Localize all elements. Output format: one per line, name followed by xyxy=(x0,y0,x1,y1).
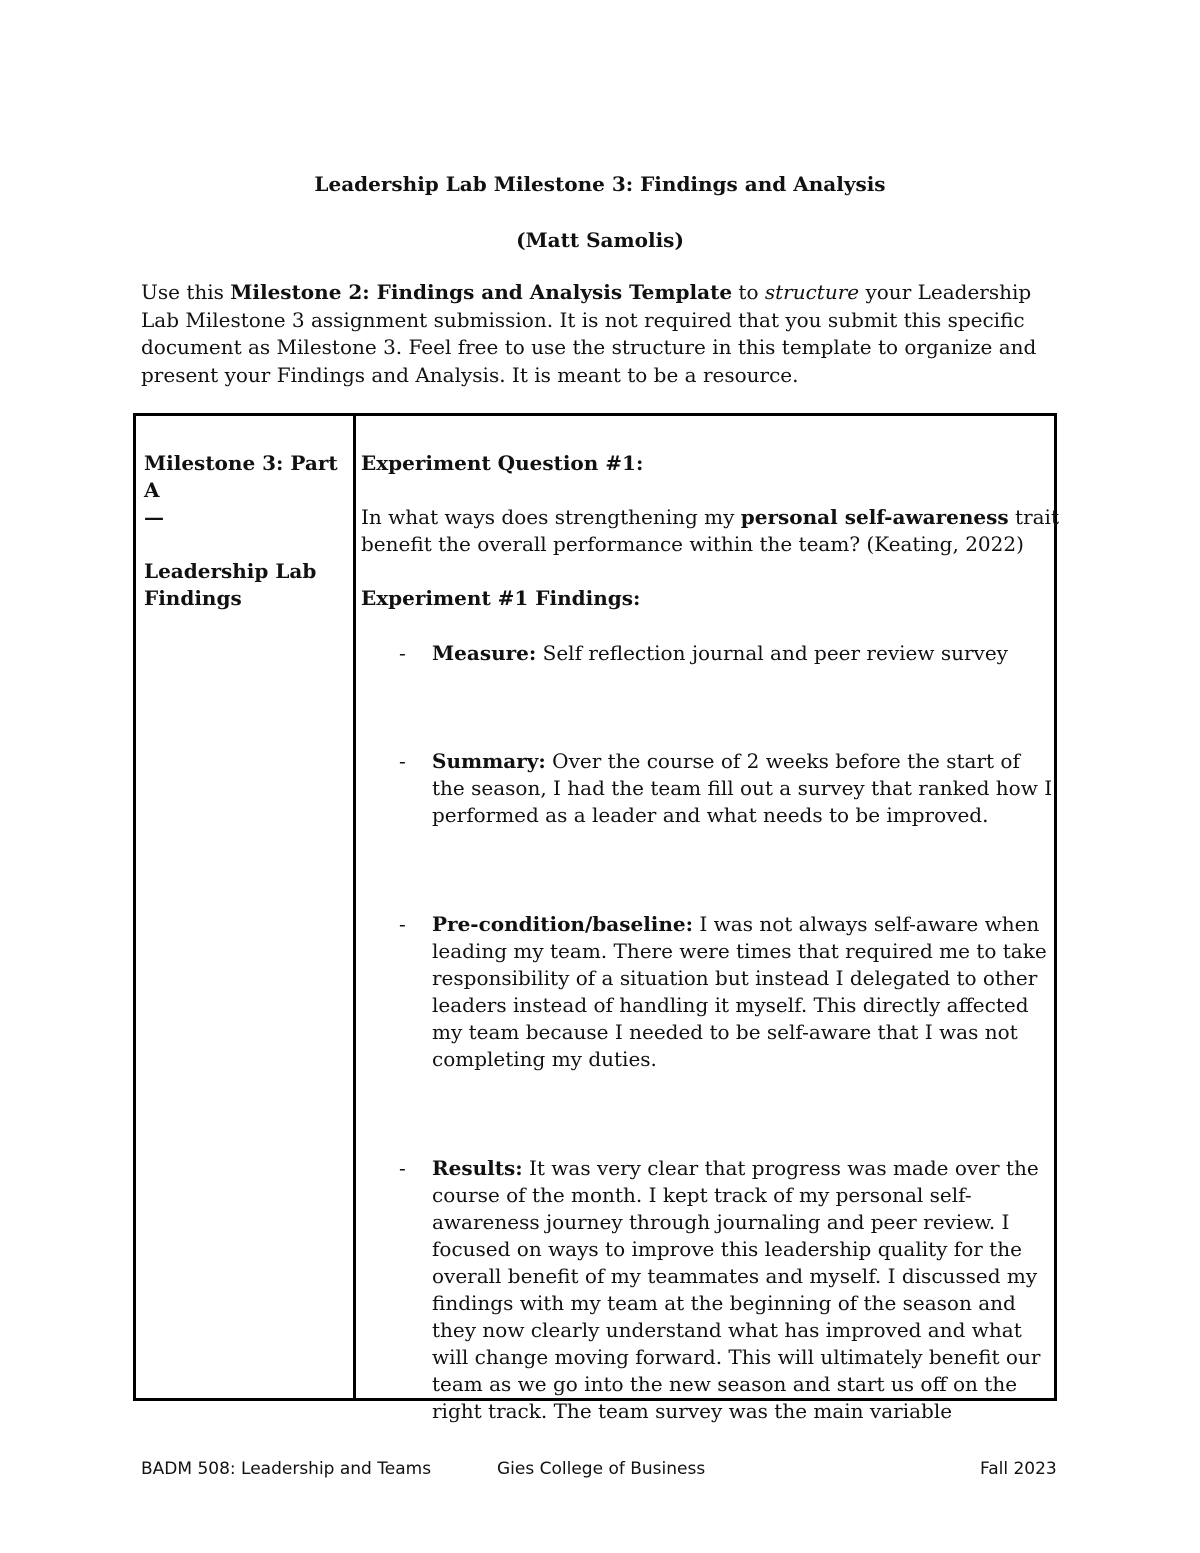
section-label-line-3: Leadership Lab xyxy=(144,559,317,583)
footer-course: BADM 508: Leadership and Teams xyxy=(141,1459,432,1479)
intro-text-3: your Leadership Lab Milestone 3 assignment submission. It is not required that you submit this specific document as Milestone 3. Feel free to use the structure in this template to organize and present your Findings and Analysis. It is meant to be a resource. xyxy=(141,280,1037,387)
finding-text: Over the course of 2 weeks before the start of the season, I had the team fill out a survey that ranked how I performed as a leader and what needs to be improved. xyxy=(432,749,1053,827)
list-dash: - xyxy=(399,641,406,665)
finding-text: I was not always self-aware when leading my team. There were times that required me to take responsibility of a situation but instead I delegated to other leaders instead of handling it myself. This directly affected my team because I needed to be self-aware that I was not completing my duties. xyxy=(432,912,1047,1071)
finding-item-measure xyxy=(361,640,1057,667)
list-dash: - xyxy=(399,912,406,936)
section-label-dash: — xyxy=(144,505,164,529)
question-text-post: trait benefit the overall performance within the team? (Keating, 2022) xyxy=(361,505,1059,556)
findings-table xyxy=(133,413,1059,1423)
finding-item-summary xyxy=(361,748,1057,829)
finding-label: Measure: xyxy=(432,641,537,665)
finding-label: Pre-condition/baseline: xyxy=(432,912,694,936)
question-trait: personal self-awareness xyxy=(740,505,1009,529)
list-dash: - xyxy=(399,1156,406,1180)
intro-text-2: to xyxy=(732,280,765,304)
column-divider xyxy=(353,416,356,1398)
finding-label: Results: xyxy=(432,1156,523,1180)
section-label-cell xyxy=(144,450,349,612)
finding-item-baseline xyxy=(361,911,1057,1073)
footer-term: Fall 2023 xyxy=(980,1459,1057,1479)
intro-emphasis: structure xyxy=(764,280,860,304)
author-name: (Matt Samolis) xyxy=(516,228,684,252)
question-text xyxy=(361,504,1061,558)
findings-heading: Experiment #1 Findings: xyxy=(361,586,641,610)
intro-text-1: Use this xyxy=(141,280,231,304)
intro-template-name: Milestone 2: Findings and Analysis Template xyxy=(230,280,733,304)
finding-text: It was very clear that progress was made over the course of the month. I kept track of my personal self-awareness journey through journaling and peer review. I focused on ways to improve this leadership quality for the overall benefit of my teammates and myself. I discussed my findings with my team at the beginning of the season and they now clearly understand what has improved and what will change moving forward. This will ultimately benefit our team as we go into the new season and start us off on the right track. The team survey was the main variable xyxy=(432,1156,1041,1423)
footer-college: Gies College of Business xyxy=(497,1459,706,1479)
document-title: Leadership Lab Milestone 3: Findings and Analysis xyxy=(314,172,886,196)
question-heading: Experiment Question #1: xyxy=(361,451,644,475)
section-label-line-1: Milestone 3: Part A xyxy=(144,451,338,502)
finding-label: Summary: xyxy=(432,749,546,773)
question-text-pre: In what ways does strengthening my xyxy=(361,505,741,529)
finding-item-results xyxy=(361,1155,1057,1425)
findings-content-cell xyxy=(361,450,1061,1423)
section-label-line-4: Findings xyxy=(144,586,242,610)
intro-paragraph xyxy=(141,279,1061,389)
finding-text: Self reflection journal and peer review survey xyxy=(536,641,1008,665)
list-dash: - xyxy=(399,749,406,773)
